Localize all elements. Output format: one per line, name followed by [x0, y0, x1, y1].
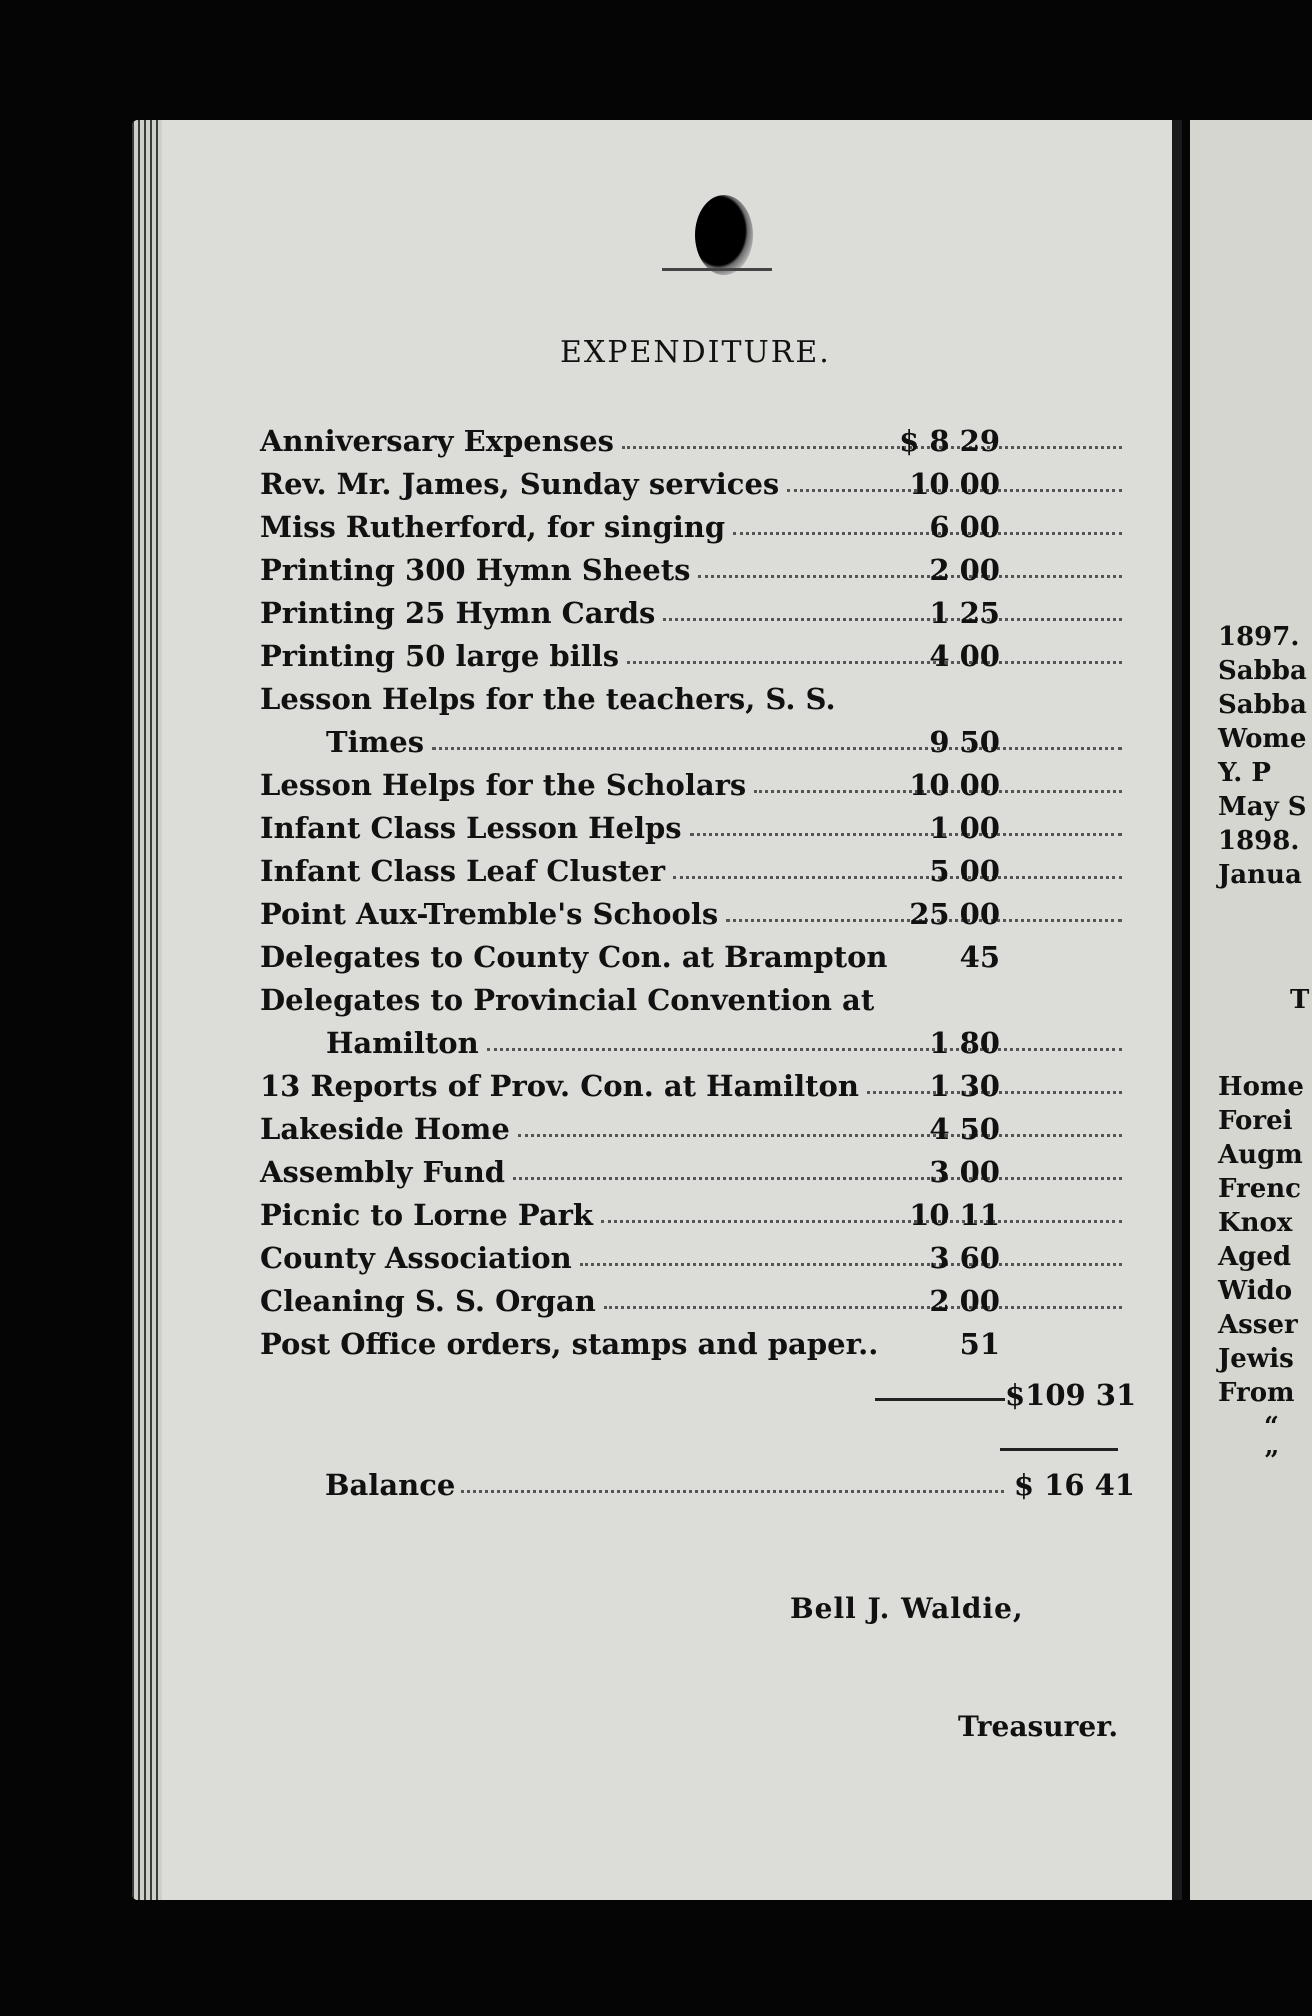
leader-dots [601, 1220, 1122, 1223]
expense-label: Lakeside Home [260, 1112, 510, 1146]
expense-amount: 2 00 [929, 1284, 1000, 1318]
expense-amount: 45 [959, 940, 1000, 974]
expense-row [260, 1059, 1130, 1103]
expense-label: Post Office orders, stamps and paper.. [260, 1327, 879, 1361]
expense-row [260, 1145, 1130, 1189]
expense-label: Lesson Helps for the Scholars [260, 768, 747, 802]
balance-rule [1000, 1448, 1118, 1451]
expense-row [260, 1274, 1130, 1318]
expense-amount: 1 80 [929, 1026, 1000, 1060]
right-page-text: Y. P [1218, 758, 1271, 788]
page-edges [132, 120, 162, 1900]
expense-amount: $ 8 29 [899, 424, 1000, 458]
right-page-text: 1898. [1218, 826, 1300, 856]
expense-amount: 9 50 [929, 725, 1000, 759]
binding-spine [1172, 120, 1182, 1900]
right-page-text: Knox [1218, 1208, 1293, 1238]
right-page-text: May S [1218, 792, 1307, 822]
expense-amount: 10 11 [909, 1198, 1000, 1232]
expense-row [260, 887, 1130, 931]
expense-label: Times [326, 725, 425, 759]
expense-amount: 5 00 [929, 854, 1000, 888]
expense-label: Infant Class Lesson Helps [260, 811, 682, 845]
expense-label: Point Aux-Tremble's Schools [260, 897, 719, 931]
right-page-text: Home [1218, 1072, 1304, 1102]
expense-label: County Association [260, 1241, 572, 1275]
right-page-text: Sabba [1218, 656, 1307, 686]
expense-row [260, 1317, 1130, 1361]
expense-row [260, 715, 1130, 759]
expense-label: Lesson Helps for the teachers, S. S. [260, 682, 836, 716]
expense-amount: 51 [959, 1327, 1000, 1361]
expense-row [260, 973, 1130, 1017]
expense-label: Cleaning S. S. Organ [260, 1284, 596, 1318]
expense-row [260, 844, 1130, 888]
expense-row [260, 930, 1130, 974]
right-page-text: “ [1264, 1412, 1279, 1442]
expense-row [260, 500, 1130, 544]
expense-row [260, 543, 1130, 587]
expense-label: Delegates to County Con. at Brampton [260, 940, 888, 974]
treasurer-title: Treasurer. [958, 1710, 1119, 1743]
expense-amount: 2 00 [929, 553, 1000, 587]
expense-row [260, 1231, 1130, 1275]
expense-amount: 1 30 [929, 1069, 1000, 1103]
right-page-text: Jewis [1218, 1344, 1294, 1374]
leader-dots [432, 747, 1122, 750]
total-amount: $109 31 [1005, 1378, 1137, 1412]
expense-row [260, 758, 1130, 802]
expense-row [260, 801, 1130, 845]
expense-row [260, 1188, 1130, 1232]
right-page-text: Forei [1218, 1106, 1293, 1136]
expense-amount: 25 00 [909, 897, 1000, 931]
leader-dots [518, 1134, 1122, 1137]
expense-row [260, 629, 1130, 673]
expense-label: Delegates to Provincial Convention at [260, 983, 875, 1017]
expense-label: 13 Reports of Prov. Con. at Hamilton [260, 1069, 859, 1103]
expense-amount: 1 00 [929, 811, 1000, 845]
leader-dots [513, 1177, 1122, 1180]
expense-label: Assembly Fund [260, 1155, 506, 1189]
right-page-text: ” [1264, 1446, 1279, 1476]
right-page-text: Augm [1218, 1140, 1303, 1170]
right-page-text: From [1218, 1378, 1295, 1408]
right-page-text: Frenc [1218, 1174, 1301, 1204]
right-page-text: 1897. [1218, 622, 1300, 652]
expense-label: Rev. Mr. James, Sunday services [260, 467, 780, 501]
page-heading: EXPENDITURE. [560, 335, 831, 370]
expense-row [260, 586, 1130, 630]
expense-amount: 1 25 [929, 596, 1000, 630]
leader-dots [580, 1263, 1122, 1266]
expense-row [260, 1016, 1130, 1060]
expense-amount: 4 50 [929, 1112, 1000, 1146]
right-page-text: Sabba [1218, 690, 1307, 720]
expense-label: Printing 50 large bills [260, 639, 620, 673]
expense-label: Anniversary Expenses [260, 424, 614, 458]
expense-label: Printing 300 Hymn Sheets [260, 553, 691, 587]
balance-label: Balance [325, 1468, 456, 1502]
expense-amount: 6 00 [929, 510, 1000, 544]
expense-row [260, 672, 1130, 716]
punch-hole-line [662, 268, 772, 271]
right-page-text: Wido [1218, 1276, 1293, 1306]
total-rule [875, 1398, 1005, 1401]
expense-label: Hamilton [326, 1026, 479, 1060]
right-page-text: Asser [1218, 1310, 1298, 1340]
expense-amount: 10 00 [909, 467, 1000, 501]
expense-row [260, 414, 1130, 458]
leader-dots [487, 1048, 1122, 1051]
expense-label: Infant Class Leaf Cluster [260, 854, 665, 888]
balance-row [325, 1458, 1135, 1502]
balance-amount: $ 16 41 [1013, 1468, 1135, 1502]
expense-row [260, 1102, 1130, 1146]
leader-dots [622, 446, 1122, 449]
punch-hole [695, 195, 753, 275]
right-page-text: Aged [1218, 1242, 1292, 1272]
expense-amount: 3 00 [929, 1155, 1000, 1189]
expense-amount: 4 00 [929, 639, 1000, 673]
leader-dots [461, 1490, 1004, 1493]
leader-dots [604, 1306, 1122, 1309]
treasurer-signature: Bell J. Waldie, [790, 1592, 1024, 1625]
expense-label: Printing 25 Hymn Cards [260, 596, 656, 630]
expense-row [260, 457, 1130, 501]
right-page-text: T [1290, 985, 1310, 1015]
expense-label: Picnic to Lorne Park [260, 1198, 594, 1232]
right-page-text: Janua [1218, 860, 1302, 890]
expense-amount: 10 00 [909, 768, 1000, 802]
expense-label: Miss Rutherford, for singing [260, 510, 726, 544]
leader-dots [627, 661, 1122, 664]
right-page-text: Wome [1218, 724, 1307, 754]
expense-amount: 3 60 [929, 1241, 1000, 1275]
